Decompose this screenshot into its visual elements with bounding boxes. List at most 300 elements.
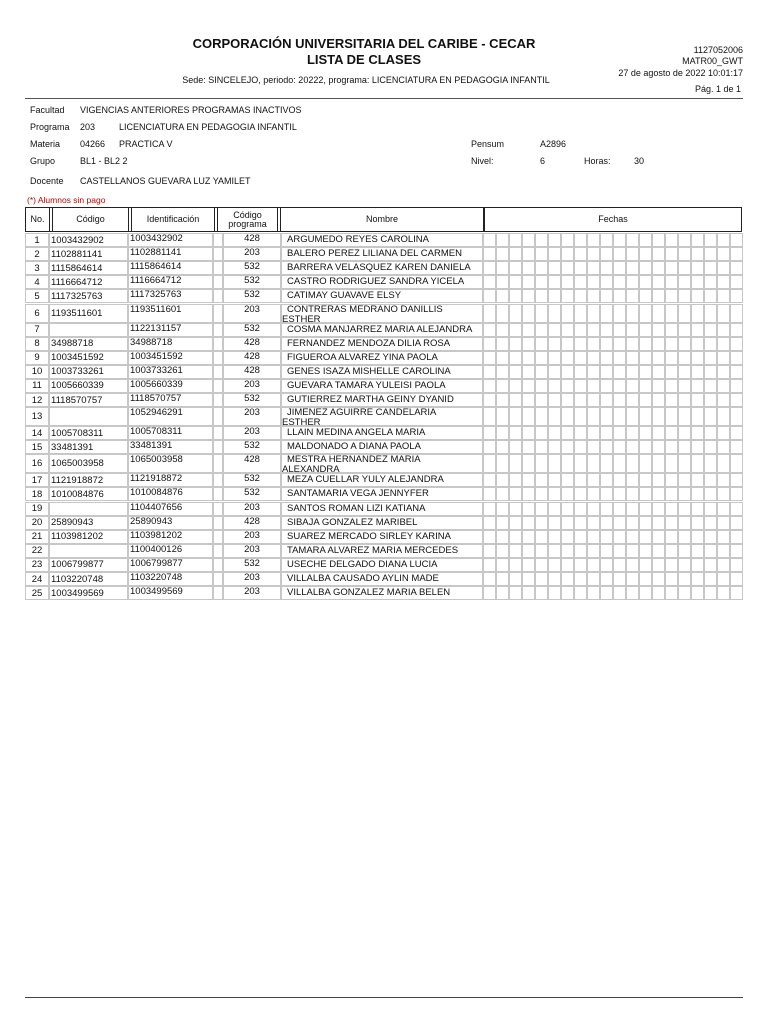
date-cell — [561, 261, 574, 275]
date-cell — [613, 572, 626, 586]
date-cell — [483, 487, 496, 501]
date-cell — [574, 233, 587, 247]
date-cell — [509, 261, 522, 275]
date-cell — [639, 558, 652, 572]
row-number: 3 — [25, 261, 49, 275]
date-cell — [522, 473, 535, 487]
date-cell — [678, 289, 691, 303]
row-date-cells — [483, 247, 743, 261]
date-cell — [691, 586, 704, 600]
date-cell — [600, 233, 613, 247]
facultad-value: VIGENCIAS ANTERIORES PROGRAMAS INACTIVOS — [80, 105, 302, 115]
date-cell — [522, 487, 535, 501]
row-identificacion: 1193511601 — [128, 304, 213, 323]
programa-name: LICENCIATURA EN PEDAGOGIA INFANTIL — [119, 122, 297, 132]
date-cell — [548, 289, 561, 303]
date-cell — [639, 572, 652, 586]
date-cell — [535, 323, 548, 337]
date-cell — [717, 440, 730, 454]
row-codigo-programa: 428 — [223, 365, 281, 379]
date-cell — [665, 586, 678, 600]
row-nombre — [281, 440, 483, 454]
date-cell — [639, 351, 652, 365]
row-nombre-line2: ESTHER — [282, 313, 321, 323]
row-nombre — [281, 261, 483, 275]
table-row — [25, 426, 743, 440]
row-codigo-programa: 532 — [223, 261, 281, 275]
footer-divider — [25, 997, 743, 998]
date-cell — [678, 337, 691, 351]
date-cell — [652, 502, 665, 516]
date-cell — [509, 487, 522, 501]
row-identificacion: 1115864614 — [128, 261, 213, 275]
row-nombre — [281, 233, 483, 247]
date-cell — [678, 516, 691, 530]
table-row — [25, 323, 743, 337]
row-spacer — [213, 558, 223, 572]
row-number: 17 — [25, 473, 49, 487]
date-cell — [600, 454, 613, 473]
date-cell — [613, 337, 626, 351]
date-cell — [639, 473, 652, 487]
date-cell — [561, 323, 574, 337]
date-cell — [678, 502, 691, 516]
date-cell — [561, 275, 574, 289]
horas-label: Horas: — [584, 156, 611, 166]
row-date-cells — [483, 304, 743, 323]
date-cell — [730, 247, 743, 261]
date-cell — [613, 530, 626, 544]
date-cell — [600, 502, 613, 516]
date-cell — [548, 487, 561, 501]
date-cell — [704, 558, 717, 572]
date-cell — [535, 516, 548, 530]
row-codigo: 1005708311 — [49, 426, 128, 440]
date-cell — [652, 365, 665, 379]
row-number: 19 — [25, 502, 49, 516]
table-row — [25, 289, 743, 303]
horas-value: 30 — [634, 156, 645, 166]
date-cell — [496, 393, 509, 407]
date-cell — [574, 351, 587, 365]
date-cell — [587, 247, 600, 261]
row-date-cells — [483, 426, 743, 440]
date-cell — [730, 304, 743, 323]
date-cell — [717, 473, 730, 487]
date-cell — [639, 323, 652, 337]
date-cell — [600, 337, 613, 351]
date-cell — [665, 487, 678, 501]
row-spacer — [213, 586, 223, 600]
row-codigo: 25890943 — [49, 516, 128, 530]
row-date-cells — [483, 530, 743, 544]
date-cell — [496, 337, 509, 351]
date-cell — [548, 351, 561, 365]
date-cell — [652, 393, 665, 407]
table-row — [25, 261, 743, 275]
date-cell — [496, 454, 509, 473]
date-cell — [639, 516, 652, 530]
date-cell — [613, 502, 626, 516]
row-nombre-line2: ALEXANDRA — [282, 464, 340, 474]
date-cell — [639, 289, 652, 303]
date-cell — [600, 393, 613, 407]
row-codigo-programa: 203 — [223, 379, 281, 393]
table-row — [25, 233, 743, 247]
date-cell — [730, 351, 743, 365]
date-cell — [496, 233, 509, 247]
row-spacer — [213, 247, 223, 261]
date-cell — [509, 275, 522, 289]
table-row — [25, 304, 743, 323]
date-cell — [561, 379, 574, 393]
row-codigo — [49, 323, 128, 337]
row-codigo: 1006799877 — [49, 558, 128, 572]
row-nombre-line1: USECHE DELGADO DIANA LUCIA — [287, 558, 438, 570]
row-date-cells — [483, 275, 743, 289]
date-cell — [704, 516, 717, 530]
date-cell — [691, 247, 704, 261]
date-cell — [535, 275, 548, 289]
date-cell — [483, 586, 496, 600]
row-date-cells — [483, 572, 743, 586]
date-cell — [613, 473, 626, 487]
date-cell — [704, 454, 717, 473]
date-cell — [509, 337, 522, 351]
date-cell — [522, 502, 535, 516]
date-cell — [691, 289, 704, 303]
row-number: 23 — [25, 558, 49, 572]
date-cell — [561, 487, 574, 501]
row-nombre — [281, 558, 483, 572]
date-cell — [704, 233, 717, 247]
date-cell — [665, 440, 678, 454]
row-codigo: 1003499569 — [49, 586, 128, 600]
row-spacer — [213, 323, 223, 337]
date-cell — [509, 351, 522, 365]
date-cell — [522, 304, 535, 323]
date-cell — [626, 233, 639, 247]
date-cell — [639, 337, 652, 351]
row-nombre-line1: FIGUEROA ALVAREZ YINA PAOLA — [287, 351, 438, 363]
row-nombre-line1: JIMENEZ AGUIRRE CANDELARIA — [287, 407, 437, 419]
date-cell — [548, 426, 561, 440]
date-cell — [535, 572, 548, 586]
date-cell — [483, 473, 496, 487]
date-cell — [613, 379, 626, 393]
date-cell — [587, 426, 600, 440]
date-cell — [691, 440, 704, 454]
date-cell — [600, 351, 613, 365]
date-cell — [509, 530, 522, 544]
date-cell — [704, 289, 717, 303]
table-row — [25, 487, 743, 501]
row-spacer — [213, 304, 223, 323]
date-cell — [548, 247, 561, 261]
date-cell — [561, 454, 574, 473]
row-spacer — [213, 454, 223, 473]
report-code: MATR00_GWT — [682, 56, 743, 66]
date-cell — [730, 487, 743, 501]
date-cell — [678, 407, 691, 426]
row-codigo: 1003733261 — [49, 365, 128, 379]
row-date-cells — [483, 516, 743, 530]
report-subtitle: Sede: SINCELEJO, periodo: 20222, programa: LICENCIATURA EN PEDAGOGIA INFANTIL — [182, 75, 550, 85]
date-cell — [652, 337, 665, 351]
date-cell — [535, 261, 548, 275]
date-cell — [626, 337, 639, 351]
row-identificacion: 1121918872 — [128, 473, 213, 487]
date-cell — [652, 487, 665, 501]
row-nombre — [281, 393, 483, 407]
date-cell — [665, 365, 678, 379]
date-cell — [535, 473, 548, 487]
row-spacer — [213, 351, 223, 365]
date-cell — [548, 586, 561, 600]
date-cell — [561, 304, 574, 323]
row-nombre — [281, 351, 483, 365]
row-codigo-programa: 532 — [223, 275, 281, 289]
date-cell — [600, 558, 613, 572]
row-codigo: 1065003958 — [49, 454, 128, 473]
date-cell — [626, 393, 639, 407]
date-cell — [587, 323, 600, 337]
row-identificacion: 34988718 — [128, 337, 213, 351]
date-cell — [639, 233, 652, 247]
date-cell — [587, 351, 600, 365]
date-cell — [522, 572, 535, 586]
date-cell — [483, 544, 496, 558]
date-cell — [587, 586, 600, 600]
row-spacer — [213, 530, 223, 544]
date-cell — [639, 379, 652, 393]
date-cell — [587, 304, 600, 323]
date-cell — [691, 572, 704, 586]
date-cell — [587, 530, 600, 544]
date-cell — [548, 558, 561, 572]
table-row — [25, 393, 743, 407]
date-cell — [561, 426, 574, 440]
row-number: 15 — [25, 440, 49, 454]
date-cell — [613, 393, 626, 407]
date-cell — [652, 233, 665, 247]
date-cell — [730, 393, 743, 407]
row-nombre-line1: MEZA CUELLAR YULY ALEJANDRA — [287, 474, 444, 486]
nivel-value: 6 — [540, 156, 546, 166]
date-cell — [665, 516, 678, 530]
date-cell — [730, 572, 743, 586]
row-codigo: 1121918872 — [49, 473, 128, 487]
date-cell — [678, 454, 691, 473]
date-cell — [483, 351, 496, 365]
date-cell — [587, 379, 600, 393]
date-cell — [678, 572, 691, 586]
date-cell — [561, 530, 574, 544]
date-cell — [548, 304, 561, 323]
header-codigo-programa-line1: Código — [233, 209, 262, 220]
date-cell — [704, 304, 717, 323]
row-codigo: 1010084876 — [49, 487, 128, 501]
date-cell — [548, 407, 561, 426]
date-cell — [691, 351, 704, 365]
row-number: 1 — [25, 233, 49, 247]
row-nombre-line1: LLAIN MEDINA ANGELA MARIA — [287, 427, 426, 439]
row-identificacion: 1103220748 — [128, 572, 213, 586]
date-cell — [483, 304, 496, 323]
date-cell — [600, 379, 613, 393]
row-nombre — [281, 516, 483, 530]
date-cell — [691, 487, 704, 501]
row-codigo-programa: 203 — [223, 247, 281, 261]
row-codigo-programa: 428 — [223, 351, 281, 365]
row-codigo: 1003432902 — [49, 233, 128, 247]
row-date-cells — [483, 473, 743, 487]
date-cell — [691, 473, 704, 487]
date-cell — [613, 261, 626, 275]
grupo-value: BL1 - BL2 2 — [80, 156, 128, 166]
date-cell — [574, 516, 587, 530]
date-cell — [730, 586, 743, 600]
date-cell — [717, 407, 730, 426]
docente-label: Docente — [30, 176, 64, 186]
date-cell — [483, 247, 496, 261]
date-cell — [613, 289, 626, 303]
date-cell — [496, 544, 509, 558]
row-nombre — [281, 487, 483, 501]
date-cell — [626, 261, 639, 275]
date-cell — [535, 544, 548, 558]
row-nombre — [281, 275, 483, 289]
date-cell — [626, 502, 639, 516]
row-nombre — [281, 247, 483, 261]
date-cell — [522, 379, 535, 393]
row-spacer — [213, 572, 223, 586]
date-cell — [691, 379, 704, 393]
date-cell — [613, 586, 626, 600]
date-cell — [626, 487, 639, 501]
pensum-value: A2896 — [540, 139, 567, 149]
row-identificacion: 1118570757 — [128, 393, 213, 407]
row-nombre-line1: GUEVARA TAMARA YULEISI PAOLA — [287, 379, 446, 391]
date-cell — [652, 454, 665, 473]
date-cell — [574, 304, 587, 323]
row-nombre-line1: BALERO PEREZ LILIANA DEL CARMEN — [287, 248, 462, 260]
date-cell — [652, 558, 665, 572]
date-cell — [561, 572, 574, 586]
row-identificacion: 25890943 — [128, 516, 213, 530]
date-cell — [639, 304, 652, 323]
date-cell — [509, 454, 522, 473]
date-cell — [626, 473, 639, 487]
row-codigo — [49, 407, 128, 426]
date-cell — [509, 426, 522, 440]
row-nombre — [281, 323, 483, 337]
date-cell — [600, 530, 613, 544]
row-date-cells — [483, 558, 743, 572]
date-cell — [613, 516, 626, 530]
date-cell — [639, 261, 652, 275]
date-cell — [483, 530, 496, 544]
row-date-cells — [483, 233, 743, 247]
date-cell — [561, 247, 574, 261]
date-cell — [587, 393, 600, 407]
date-cell — [561, 351, 574, 365]
table-row — [25, 407, 743, 426]
date-cell — [535, 365, 548, 379]
date-cell — [665, 323, 678, 337]
row-number: 13 — [25, 407, 49, 426]
table-row — [25, 337, 743, 351]
date-cell — [652, 440, 665, 454]
date-cell — [613, 247, 626, 261]
date-cell — [730, 365, 743, 379]
date-cell — [613, 323, 626, 337]
date-cell — [678, 530, 691, 544]
row-nombre — [281, 530, 483, 544]
row-number: 16 — [25, 454, 49, 473]
date-cell — [509, 365, 522, 379]
date-cell — [678, 473, 691, 487]
date-cell — [691, 261, 704, 275]
date-cell — [574, 365, 587, 379]
date-cell — [639, 487, 652, 501]
header-codigo-programa — [217, 207, 278, 232]
date-cell — [652, 586, 665, 600]
date-cell — [496, 275, 509, 289]
date-cell — [496, 247, 509, 261]
date-cell — [665, 233, 678, 247]
date-cell — [626, 379, 639, 393]
date-cell — [717, 426, 730, 440]
date-cell — [704, 487, 717, 501]
date-cell — [678, 261, 691, 275]
date-cell — [483, 289, 496, 303]
row-spacer — [213, 516, 223, 530]
date-cell — [548, 473, 561, 487]
date-cell — [522, 516, 535, 530]
date-cell — [548, 440, 561, 454]
date-cell — [704, 502, 717, 516]
date-cell — [704, 261, 717, 275]
row-nombre — [281, 473, 483, 487]
date-cell — [600, 323, 613, 337]
row-nombre — [281, 586, 483, 600]
date-cell — [678, 304, 691, 323]
row-nombre — [281, 426, 483, 440]
row-codigo: 1116664712 — [49, 275, 128, 289]
date-cell — [691, 516, 704, 530]
row-number: 2 — [25, 247, 49, 261]
date-cell — [704, 586, 717, 600]
row-codigo-programa: 203 — [223, 426, 281, 440]
date-cell — [600, 365, 613, 379]
date-cell — [548, 572, 561, 586]
date-cell — [678, 393, 691, 407]
date-cell — [561, 502, 574, 516]
row-date-cells — [483, 454, 743, 473]
report-title: LISTA DE CLASES — [306, 52, 422, 67]
date-cell — [483, 365, 496, 379]
date-cell — [600, 275, 613, 289]
row-number: 24 — [25, 572, 49, 586]
date-cell — [665, 261, 678, 275]
date-cell — [587, 440, 600, 454]
row-spacer — [213, 379, 223, 393]
header-divider — [25, 98, 743, 99]
row-codigo: 1117325763 — [49, 289, 128, 303]
date-cell — [561, 233, 574, 247]
date-cell — [678, 233, 691, 247]
